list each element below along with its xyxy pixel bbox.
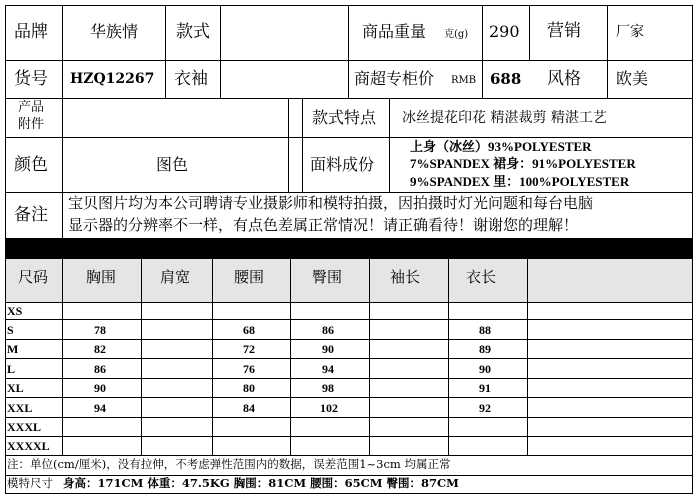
size-cell: XXXL: [7, 420, 42, 434]
waist-cell: 80: [243, 381, 255, 395]
unit-note: 注：单位(cm/厘米)，没有拉伸，不考虑弹性范围内的数据，误差范围1~3cm 均属正常: [7, 457, 451, 471]
price-value: 688: [490, 70, 522, 88]
fabric-line-1: 上身（冰丝）93%POLYESTER: [410, 139, 592, 154]
accessory-label-1: 产品: [18, 100, 45, 115]
weight-value: 290: [489, 22, 520, 41]
size-header-waist: 腰围: [234, 268, 265, 286]
size-cell: XXXXL: [7, 439, 50, 453]
brand-value: 华族情: [90, 22, 139, 41]
remark-line-2: 显示器的分辨率不一样，有点色差属正常情况！请正确看待！谢谢您的理解！: [68, 216, 579, 234]
hip-cell: 86: [322, 323, 334, 337]
sales-label: 营销: [547, 21, 581, 41]
color-value: 图色: [156, 155, 189, 174]
price-label: 商超专柜价: [354, 69, 435, 88]
fashion-value: 欧美: [616, 69, 649, 88]
style-label: 款式: [176, 22, 210, 42]
price-unit: RMB: [451, 75, 477, 86]
length-cell: 91: [479, 381, 491, 395]
hip-cell: 90: [322, 342, 334, 356]
size-header-sleeve: 袖长: [390, 268, 421, 286]
waist-cell: 68: [243, 323, 255, 337]
item-no-label: 货号: [14, 69, 48, 89]
waist-cell: 84: [243, 401, 255, 415]
waist-cell: 76: [243, 362, 255, 376]
length-cell: 92: [479, 401, 491, 415]
length-cell: 89: [479, 342, 491, 356]
weight-unit: 克(g): [444, 29, 469, 40]
item-no-value: HZQ12267: [70, 71, 155, 87]
size-header-bust: 胸围: [86, 268, 117, 286]
length-cell: 88: [479, 323, 491, 337]
hip-cell: 102: [320, 401, 338, 415]
sleeve-label: 衣袖: [174, 69, 208, 89]
hip-cell: 94: [322, 362, 334, 376]
remark-label: 备注: [14, 205, 48, 225]
color-label: 颜色: [14, 155, 48, 175]
weight-label: 商品重量: [362, 22, 427, 41]
size-cell: M: [7, 342, 19, 356]
model-size-value: 身高：171CM 体重：47.5KG 胸围：81CM 腰围：65CM 臀围：87CM: [63, 476, 459, 490]
bust-cell: 90: [94, 381, 106, 395]
fashion-label: 风格: [547, 69, 581, 89]
bust-cell: 78: [94, 323, 106, 337]
bust-cell: 82: [94, 342, 106, 356]
waist-cell: 72: [243, 342, 255, 356]
bust-cell: 94: [94, 401, 106, 415]
size-cell: S: [7, 323, 14, 337]
bust-cell: 86: [94, 362, 106, 376]
length-cell: 90: [479, 362, 491, 376]
size-header-size: 尺码: [18, 268, 49, 286]
size-header-shoulder: 肩宽: [160, 268, 191, 286]
accessory-label-2: 附件: [18, 117, 45, 132]
size-cell: XS: [7, 304, 23, 318]
remark-line-1: 宝贝图片均为本公司聘请专业摄影师和模特拍摄，因拍摄时灯光问题和每台电脑: [68, 194, 594, 212]
fabric-line-2: 7%SPANDEX 裙身：91%POLYESTER: [410, 156, 636, 171]
sales-value: 厂家: [616, 24, 644, 40]
brand-label: 品牌: [14, 22, 48, 42]
black-divider: [5, 238, 693, 258]
hip-cell: 98: [322, 381, 334, 395]
size-cell: L: [7, 362, 16, 376]
model-size-label: 模特尺寸: [7, 476, 53, 490]
size-cell: XL: [7, 381, 24, 395]
feature-value: 冰丝提花印花 精湛裁剪 精湛工艺: [402, 110, 607, 126]
size-cell: XXL: [7, 401, 33, 415]
feature-label: 款式特点: [312, 108, 377, 127]
size-header-hip: 臀围: [312, 268, 343, 286]
size-header-length: 衣长: [466, 268, 497, 286]
fabric-label: 面料成份: [310, 155, 375, 174]
fabric-line-3: 9%SPANDEX 里：100%POLYESTER: [410, 174, 630, 189]
